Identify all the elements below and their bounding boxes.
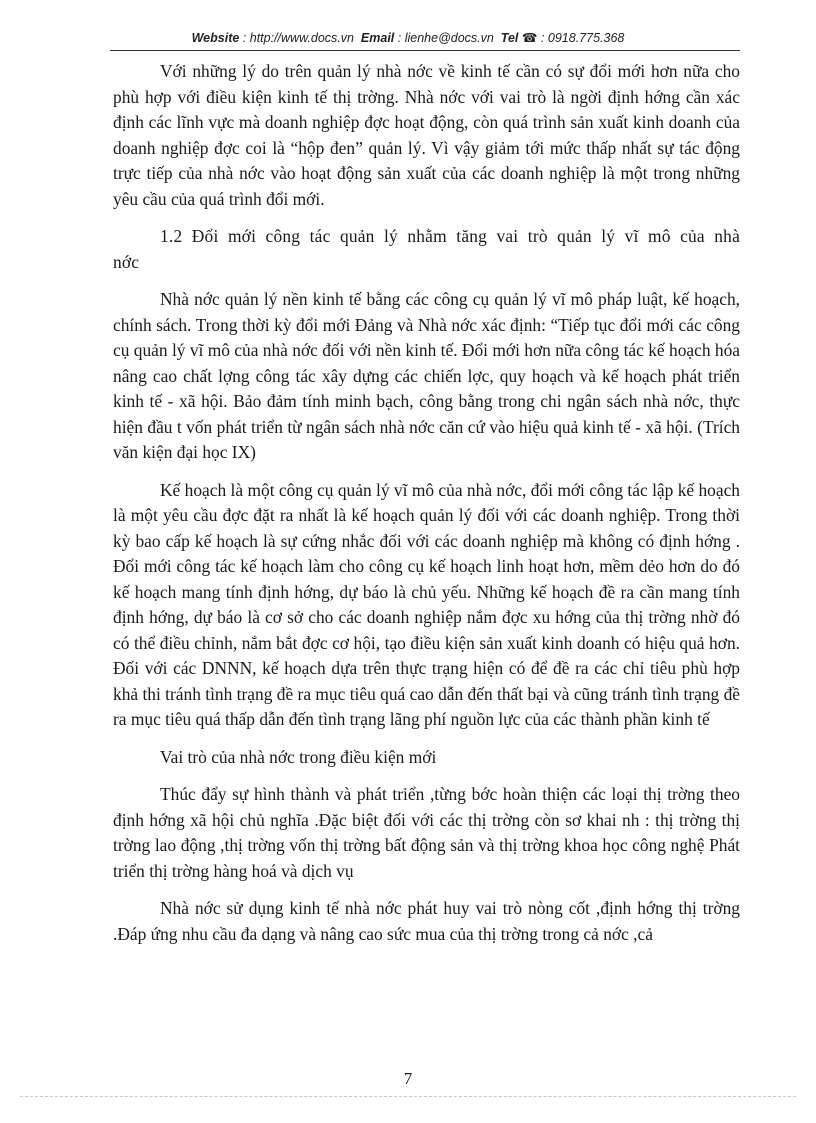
paragraph-intro: Với những lý do trên quản lý nhà nớc về kinh tế cần có sự đổi mới hơn nữa cho phù hợp với điều kiện kinh tế thị trờng. Nhà nớc với vai trò là ngời định hớng cần xác định các lĩnh vực mà doanh nghiệp đợc hoạt động, còn quá trình sản xuất kinh doanh của doanh nghiệp đợc coi là “hộp đen” quản lý. Vì vậy giảm tới mức thấp nhất sự tác động trực tiếp của nhà nớc vào hoạt động sản xuất của các doanh nghiệp là một trong những yêu cầu của quá trình đổi mới. [113, 61, 740, 209]
page-bottom-rule [20, 1096, 796, 1097]
subheading-role-of-state: Vai trò của nhà nớc trong điều kiện mới [160, 746, 437, 767]
phone-icon: ☎ [521, 31, 538, 45]
tel-number: : 0918.775.368 [540, 31, 625, 45]
page-header [0, 30, 816, 45]
page-number: 7 [403, 1069, 413, 1088]
website-label: Website [191, 31, 240, 45]
paragraph-planning: Kế hoạch là một công cụ quản lý vĩ mô của nhà nớc, đổi mới công tác lập kế hoạch là một yêu cầu đợc đặt ra nhất là kế hoạch quản lý đối với các doanh nghiệp. Trong thời kỳ bao cấp kế hoạch là sự cứng nhắc đối với các doanh nghiệp mà không có định hớng . Đổi mới công tác kế hoạch làm cho công cụ kế hoạch linh hoạt hơn, mềm dẻo hơn do đó kế hoạch mang tính định hớng, dự báo là chủ yếu. Những kế hoạch đề ra cần mang tính định hớng, dự báo là cơ sở cho các doanh nghiệp nắm đợc xu hớng của thị trờng nhờ đó có thể điều chỉnh, nắm bắt đợc cơ hội, tạo điều kiện sản xuất kinh doanh có hiệu quả hơn. Đối với các DNNN, kế hoạch dựa trên thực trạng hiện có để đề ra các chỉ tiêu phù hợp khả thi tránh tình trạng đề ra mục tiêu quá cao dẫn đến thất bại và cũng tránh tình trạng đề ra mục tiêu quá thấp dẫn đến tình trạng lãng phí nguồn lực của các thành phần kinh tế [113, 479, 740, 729]
paragraph-markets: Thúc đẩy sự hình thành và phát triển ,từng bớc hoàn thiện các loại thị trờng theo định hớng xã hội chủ nghĩa .Đặc biệt đối với các thị trờng còn sơ khai nh : thị trờng thị trờng lao động ,thị trờng vốn thị trờng bất động sản và thị trờng khoa học công nghệ Phát triển thị trờng hàng hoá và dịch vụ [113, 784, 740, 881]
email-address: : lienhe@docs.vn [397, 31, 494, 45]
header-rule [110, 50, 740, 51]
email-label: Email [360, 31, 395, 45]
tel-label: Tel [500, 31, 519, 45]
paragraph-macro-tools: Nhà nớc quản lý nền kinh tế bằng các công cụ quản lý vĩ mô pháp luật, kế hoạch, chính sách. Trong thời kỳ đổi mới Đảng và Nhà nớc xác định: “Tiếp tục đổi mới các công cụ quản lý vĩ mô của nhà nớc đối với nền kinh tế. Đổi mới hơn nữa công tác kế hoạch hóa nâng cao chất lợng công tác xây dựng các chiến lợc, quy hoạch và kế hoạch phát triển kinh tế - xã hội. Bảo đảm tính minh bạch, công bằng trong chi ngân sách nhà nớc, thực hiện đầu t vốn phát triển từ ngân sách nhà nớc căn cứ vào hiệu quả kinh tế - xã hội. (Trích văn kiện đại học IX) [113, 289, 740, 462]
website-url: : http://www.docs.vn [242, 31, 354, 45]
document-body [113, 59, 740, 947]
section-heading-1-2: 1.2 Đổi mới công tác quản lý nhằm tăng vai trò quản lý vĩ mô của nhà nớc [113, 226, 740, 272]
paragraph-state-economy: Nhà nớc sử dụng kinh tế nhà nớc phát huy vai trò nòng cốt ,định hớng thị trờng .Đáp ứng nhu cầu đa dạng và nâng cao sức mua của thị trờng trong cả nớc ,cả [113, 898, 740, 944]
